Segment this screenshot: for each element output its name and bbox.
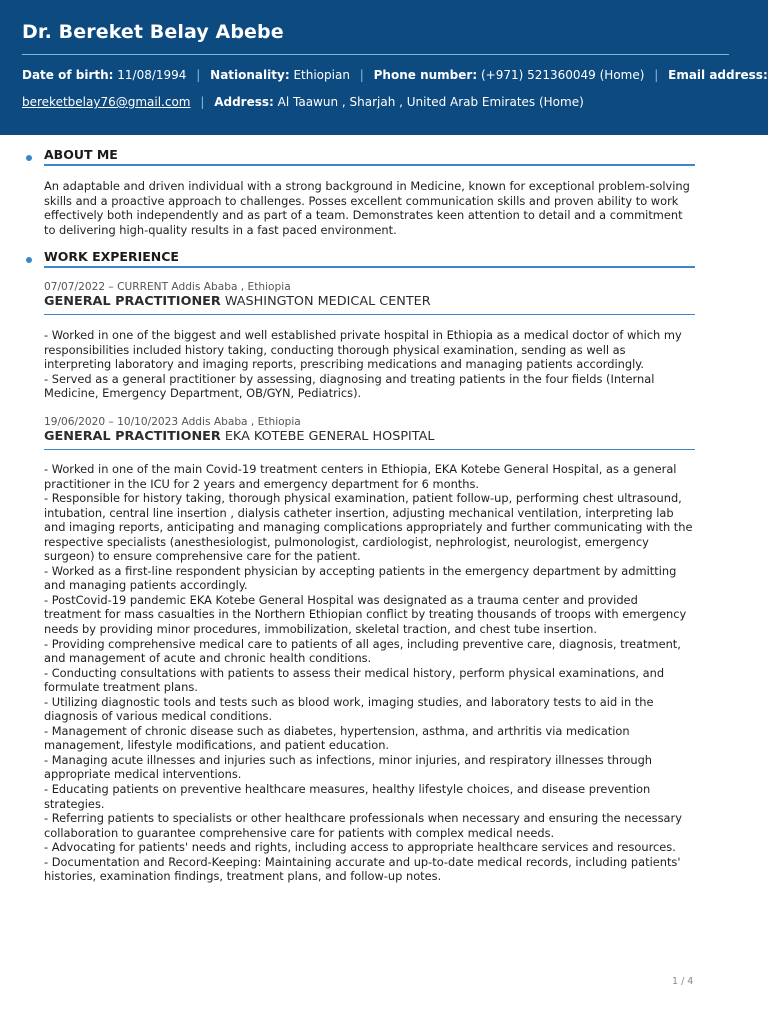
personal-info-line-1 [22,68,768,82]
nationality-value: Ethiopian [293,68,350,82]
job-duty: - Management of chronic disease such as diabetes, hypertension, asthma, and arthritis via medication management, lifestyle modifications, and patient education. [44,723,630,753]
job-title [44,294,431,309]
job-duty: - Documentation and Record-Keeping: Maintaining accurate and up-to-date medical records, including patients' histories, examination findings, treatment plans, and follow-up notes. [44,854,681,884]
about-section-divider [44,164,695,166]
job-duty: - Responsible for history taking, thorough physical examination, patient follow-up, performing chest ultrasound, intubation, central line insertion , dialysis catheter insertion, adjusting mechanical ventilation, interpreting lab and imaging reports, anticipating and managing complications appropriately and further communicating with the respective specialists (anesthesiologist, pulmonologist, cardiologist, nephrologist, neurologist, emergency surgeon) to ensure comprehensive care for the patient. [44,491,693,564]
separator: | [654,68,659,82]
about-section-bullet-icon [26,155,32,161]
nationality-label: Nationality: [210,68,290,82]
dob-value: 11/08/1994 [117,68,187,82]
job-divider [44,449,695,450]
page-number: 1 / 4 [672,976,694,987]
separator: | [196,68,201,82]
email-label: Email address: [668,68,768,82]
job-employer: EKA KOTEBE GENERAL HOSPITAL [224,429,435,444]
job-duty: - Worked in one of the main Covid-19 treatment centers in Ethiopia, EKA Kotebe General Hospital, as a general practitioner in the ICU for 2 years and emergency department for 6 months. [44,462,677,491]
job-duty: - Utilizing diagnostic tools and tests such as blood work, imaging studies, and laboratory tests to aid in the diagnosis of various medical conditions. [44,694,654,724]
candidate-name: Dr. Bereket Belay Abebe [22,21,284,43]
phone-label: Phone number: [373,68,478,82]
job-duties-list [44,328,696,401]
job-duties-list [44,462,696,884]
work-section-divider [44,266,695,268]
personal-info-line-2 [22,95,584,109]
header-divider [22,54,729,55]
about-text: An adaptable and driven individual with a strong background in Medicine, known for exceptional problem-solving skills and a proactive approach to challenges. Posses excellent communication skills and proven ability to work effectively both independently and as part of a team. Demonstrates keen attention to detail and a commitment to delivering high-quality results in a fast paced environment. [44,179,690,237]
phone-value: (+971) 521360049 (Home) [480,68,645,82]
job-duty: - Advocating for patients' needs and rights, including access to appropriate healthcare services and resources. [44,840,676,855]
job-dates-location: 07/07/2022 – CURRENT Addis Ababa , Ethiopia [44,281,291,293]
job-role: GENERAL PRACTITIONER [44,429,221,444]
job-duty: - Educating patients on preventive healthcare measures, healthy lifestyle choices, and disease prevention strategies. [44,782,651,811]
job-duty: - Conducting consultations with patients to assess their medical history, perform physical examinations, and formulate treatment plans. [44,665,665,695]
job-dates-location: 19/06/2020 – 10/10/2023 Addis Ababa , Ethiopia [44,416,301,428]
work-section-bullet-icon [26,257,32,263]
job-duty: - Worked in one of the biggest and well established private hospital in Ethiopia as a medical doctor of which my responsibilities included history taking, conducting thorough physical examination, sending as well as interpreting laboratory and imaging reports, prescribing medications and managing patients accordingly. [44,328,682,372]
header-banner [0,0,768,135]
job-duty: - PostCovid-19 pandemic EKA Kotebe General Hospital was designated as a trauma center and provided treatment for mass casualties in the Northern Ethiopian conflict by treating thousands of troops with emergency needs by providing minor procedures, immobilization, skeletal traction, and chest tube insertion. [44,592,687,637]
job-title [44,429,435,444]
dob-label: Date of birth: [22,68,114,82]
job-divider [44,314,695,315]
email-link[interactable]: bereketbelay76@gmail.com [22,95,191,109]
job-duty: - Managing acute illnesses and injuries such as infections, minor injuries, and respiratory illnesses through appropriate medical interventions. [44,752,653,782]
address-label: Address: [214,95,274,109]
job-duty: - Worked as a first-line respondent physician by accepting patients in the emergency department by admitting and managing patients accordingly. [44,563,677,593]
job-duty: - Served as a general practitioner by assessing, diagnosing and treating patients in the four fields (Internal Medicine, Emergency Department, OB/GYN, Pediatrics). [44,371,655,401]
about-section-title: ABOUT ME [44,147,118,162]
job-duty: - Providing comprehensive medical care to patients of all ages, including preventive care, diagnosis, treatment, and management of acute and chronic health conditions. [44,636,681,666]
job-role: GENERAL PRACTITIONER [44,294,221,309]
separator: | [359,68,364,82]
address-value: Al Taawun , Sharjah , United Arab Emirates (Home) [277,95,584,109]
job-employer: WASHINGTON MEDICAL CENTER [224,294,431,309]
work-section-title: WORK EXPERIENCE [44,249,179,264]
job-duty: - Referring patients to specialists or other healthcare professionals when necessary and ensuring the necessary collaboration to guarantee comprehensive care for patients with complex medical needs. [44,811,682,840]
separator: | [200,95,205,109]
